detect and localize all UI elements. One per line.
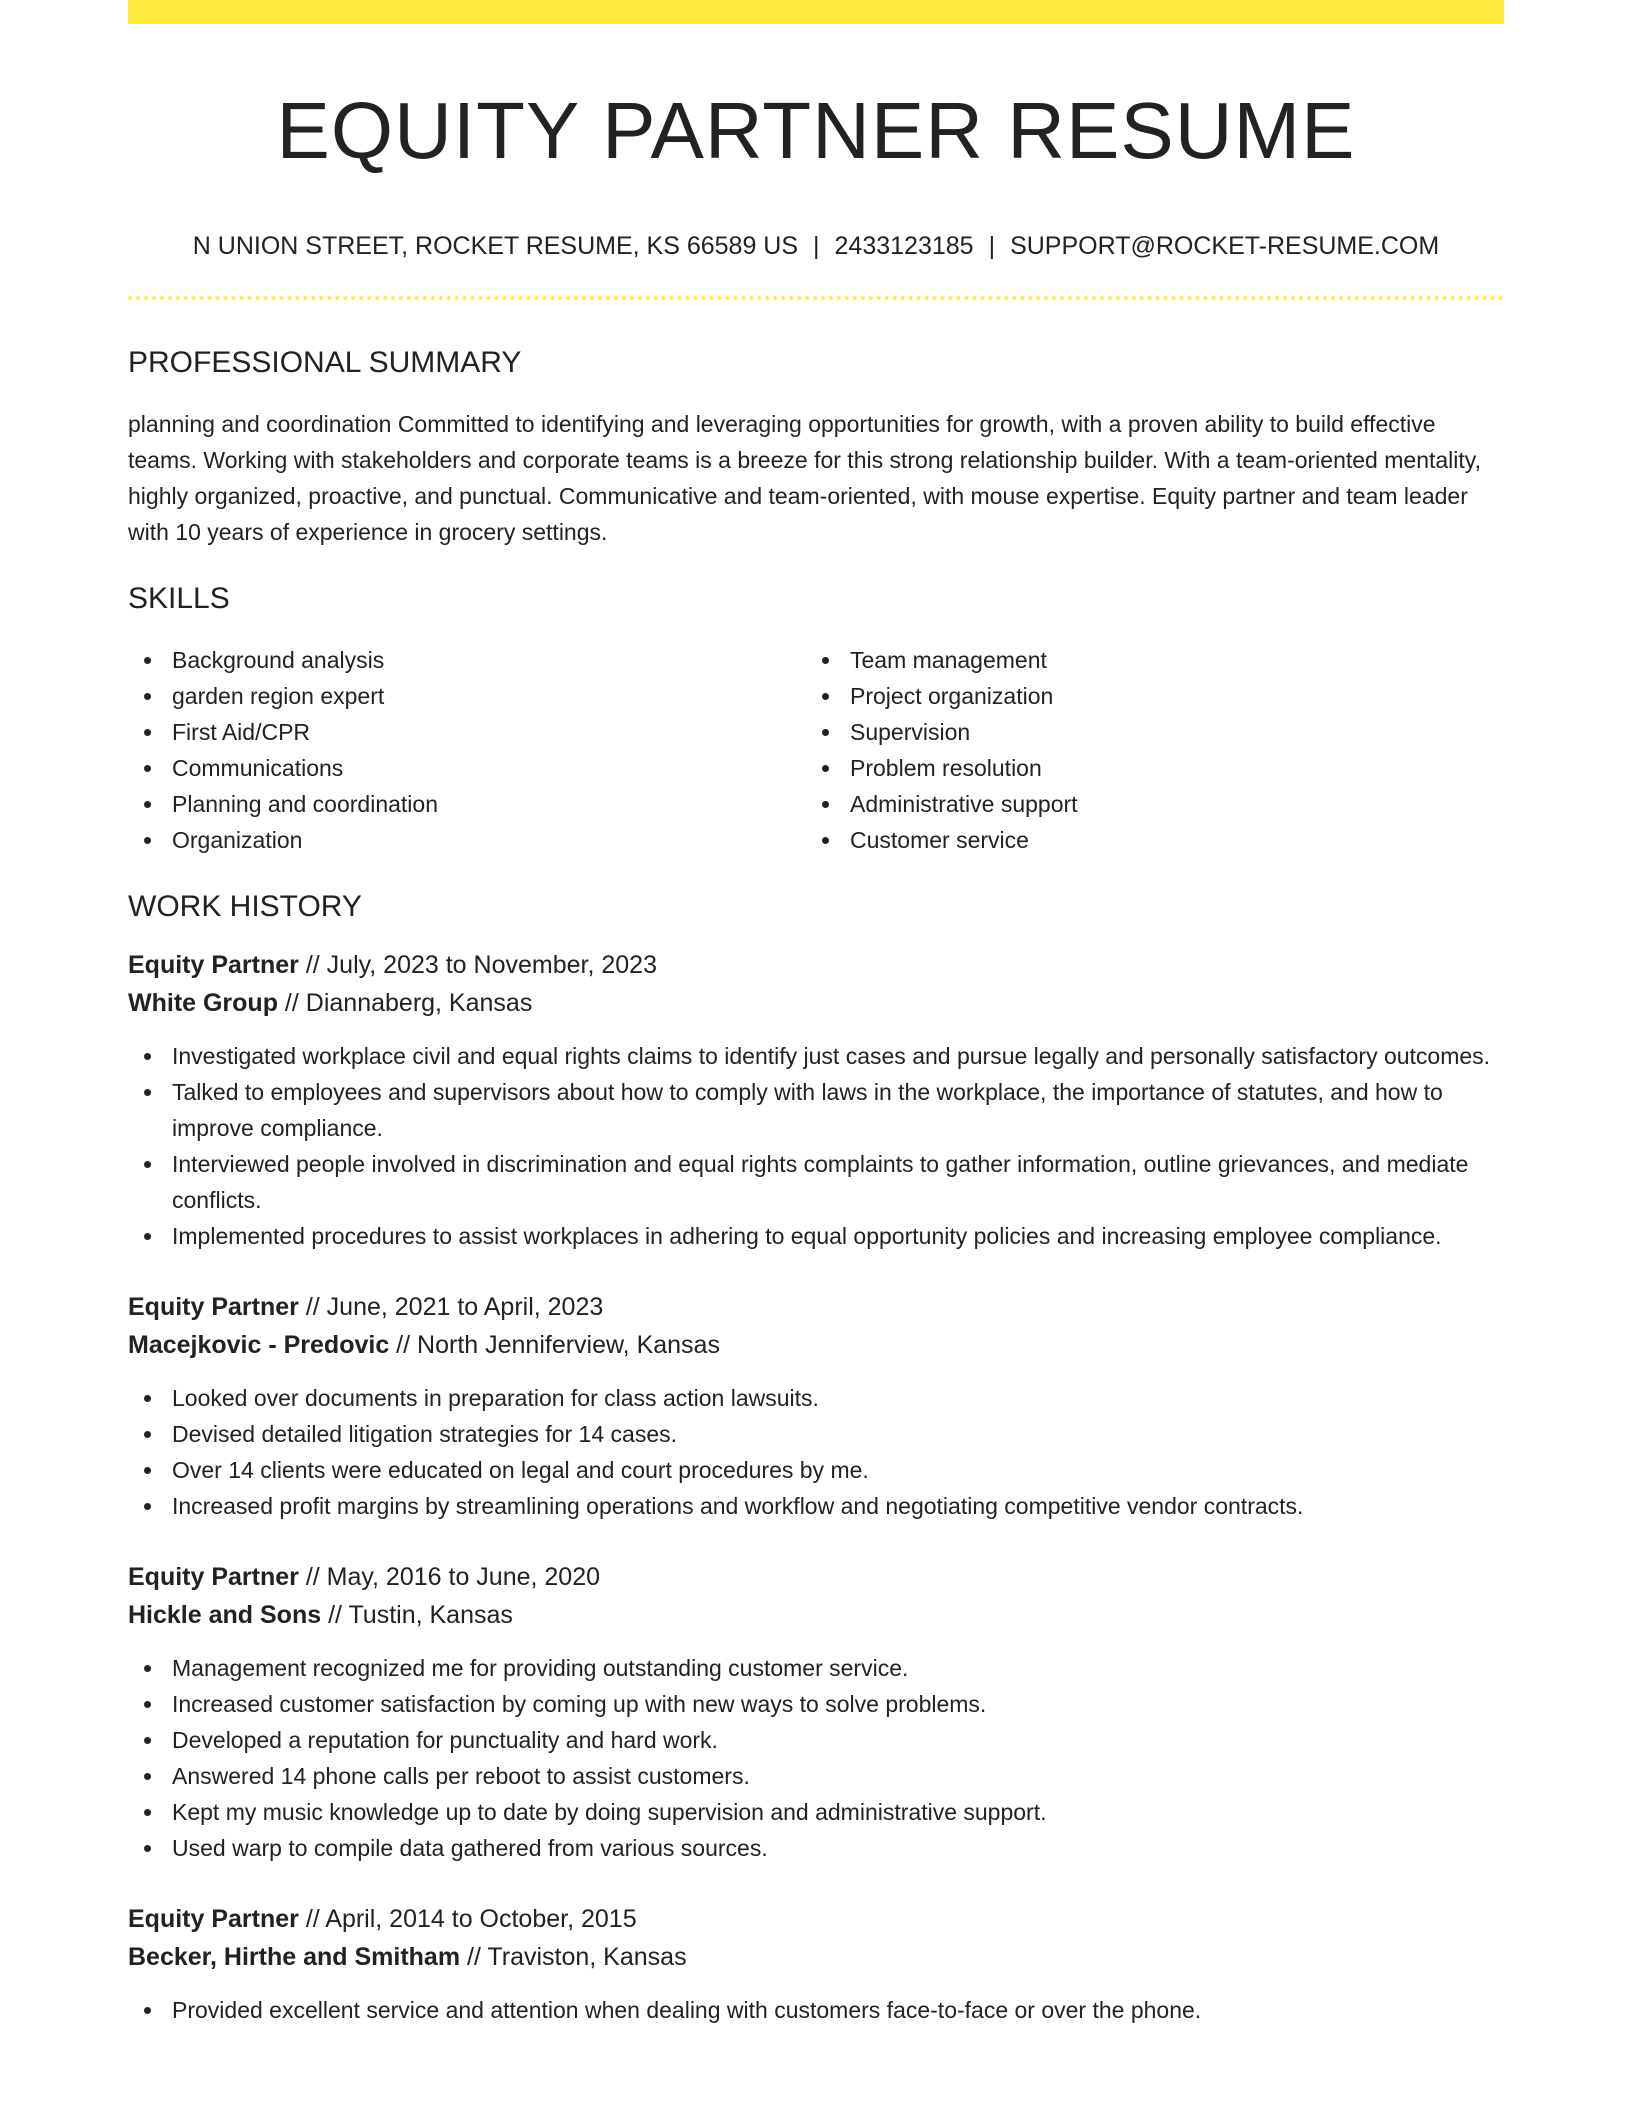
job-title: Equity Partner: [128, 951, 299, 979]
skills-heading: SKILLS: [128, 582, 230, 615]
job-bullet: Devised detailed litigation strategies for 14 cases.: [128, 1416, 1504, 1452]
job-title-line: [128, 1900, 1504, 1938]
skills-list: [128, 642, 1504, 858]
contact-separator: |: [988, 232, 996, 260]
resume-title: EQUITY PARTNER RESUME: [276, 86, 1356, 175]
skill-item: Background analysis: [128, 642, 806, 678]
job-dates: April, 2014 to October, 2015: [325, 1905, 637, 1933]
job-title-line: [128, 946, 1504, 984]
skill-item: Organization: [128, 822, 806, 858]
job-separator: //: [389, 1331, 418, 1359]
job-location: Traviston, Kansas: [487, 1943, 687, 1971]
resume-page: [128, 0, 1504, 2028]
contact-email: SUPPORT@ROCKET-RESUME.COM: [1010, 232, 1440, 260]
job-bullet: Increased profit margins by streamlining operations and workflow and negotiating competitive vendor contracts.: [128, 1488, 1504, 1524]
skill-item: Administrative support: [806, 786, 1484, 822]
contact-address: N UNION STREET, ROCKET RESUME, KS 66589 US: [192, 232, 799, 260]
job-separator: //: [298, 1905, 326, 1933]
job-company-line: [128, 984, 1504, 1022]
job-dates: June, 2021 to April, 2023: [326, 1293, 604, 1321]
job-entry: [128, 1288, 1504, 1524]
job-company: Macejkovic - Predovic: [128, 1331, 390, 1359]
job-bullet: Over 14 clients were educated on legal and court procedures by me.: [128, 1452, 1504, 1488]
job-bullets: [128, 1380, 1504, 1524]
job-bullet: Used warp to compile data gathered from various sources.: [128, 1830, 1504, 1866]
job-location: North Jenniferview, Kansas: [417, 1331, 720, 1359]
job-separator: //: [321, 1601, 349, 1629]
contact-info: [128, 230, 1504, 262]
job-bullet: Increased customer satisfaction by coming up with new ways to solve problems.: [128, 1686, 1504, 1722]
summary-heading: PROFESSIONAL SUMMARY: [128, 346, 522, 379]
job-entry: [128, 1558, 1504, 1866]
contact-phone: 2433123185: [834, 232, 974, 260]
work-history-list: [128, 946, 1504, 2028]
job-location: Diannaberg, Kansas: [305, 989, 533, 1017]
job-title: Equity Partner: [128, 1563, 299, 1591]
job-bullet: Developed a reputation for punctuality and hard work.: [128, 1722, 1504, 1758]
job-bullet: Investigated workplace civil and equal rights claims to identify just cases and pursue legally and personally satisfactory outcomes.: [128, 1038, 1504, 1074]
job-bullet: Interviewed people involved in discrimination and equal rights complaints to gather information, outline grievances, and mediate conflicts.: [128, 1146, 1504, 1218]
skills-column-left: [128, 642, 806, 858]
skill-item: Problem resolution: [806, 750, 1484, 786]
job-dates: May, 2016 to June, 2020: [326, 1563, 601, 1591]
skill-item: garden region expert: [128, 678, 806, 714]
skill-item: Project organization: [806, 678, 1484, 714]
job-company-line: [128, 1326, 1504, 1364]
job-bullet: Implemented procedures to assist workplaces in adhering to equal opportunity policies and increasing employee compliance.: [128, 1218, 1504, 1254]
job-separator: //: [460, 1943, 488, 1971]
job-bullet: Answered 14 phone calls per reboot to assist customers.: [128, 1758, 1504, 1794]
job-company-line: [128, 1938, 1504, 1976]
job-company: Becker, Hirthe and Smitham: [128, 1943, 461, 1971]
job-bullet: Talked to employees and supervisors about how to comply with laws in the workplace, the importance of statutes, and how to improve compliance.: [128, 1074, 1504, 1146]
job-bullet: Kept my music knowledge up to date by doing supervision and administrative support.: [128, 1794, 1504, 1830]
header-divider: [128, 296, 1504, 300]
job-company-line: [128, 1596, 1504, 1634]
skill-item: Supervision: [806, 714, 1484, 750]
skill-item: First Aid/CPR: [128, 714, 806, 750]
skills-column-right: [806, 642, 1484, 858]
job-title: Equity Partner: [128, 1905, 299, 1933]
job-bullet: Provided excellent service and attention when dealing with customers face-to-face or over the phone.: [128, 1992, 1504, 2028]
job-bullets: [128, 1650, 1504, 1866]
job-dates: July, 2023 to November, 2023: [326, 951, 657, 979]
skill-item: Customer service: [806, 822, 1484, 858]
top-accent-bar: [128, 0, 1504, 24]
job-bullet: Looked over documents in preparation for class action lawsuits.: [128, 1380, 1504, 1416]
job-company: Hickle and Sons: [128, 1601, 322, 1629]
job-title-line: [128, 1288, 1504, 1326]
job-entry: [128, 946, 1504, 1254]
job-separator: //: [298, 1563, 327, 1591]
job-title-line: [128, 1558, 1504, 1596]
summary-text: planning and coordination Committed to identifying and leveraging opportunities for growth, with a proven ability to build effective teams. Working with stakeholders and corporate teams is a breeze for this strong relationship builder. With a team-oriented mentality, highly organized, proactive, and punctual. Communicative and team-oriented, with mouse expertise. Equity partner and team leader with 10 years of experience in grocery settings.: [128, 411, 1481, 545]
contact-separator: |: [813, 232, 820, 260]
skill-item: Planning and coordination: [128, 786, 806, 822]
job-bullets: [128, 1038, 1504, 1254]
job-location: Tustin, Kansas: [348, 1601, 513, 1629]
skill-item: Team management: [806, 642, 1484, 678]
job-entry: [128, 1900, 1504, 2028]
job-separator: //: [298, 1293, 327, 1321]
job-bullets: [128, 1992, 1504, 2028]
job-separator: //: [277, 989, 306, 1017]
work-history-heading: WORK HISTORY: [128, 890, 362, 923]
job-title: Equity Partner: [128, 1293, 299, 1321]
job-bullet: Management recognized me for providing outstanding customer service.: [128, 1650, 1504, 1686]
job-company: White Group: [128, 989, 278, 1017]
skill-item: Communications: [128, 750, 806, 786]
job-separator: //: [298, 951, 327, 979]
